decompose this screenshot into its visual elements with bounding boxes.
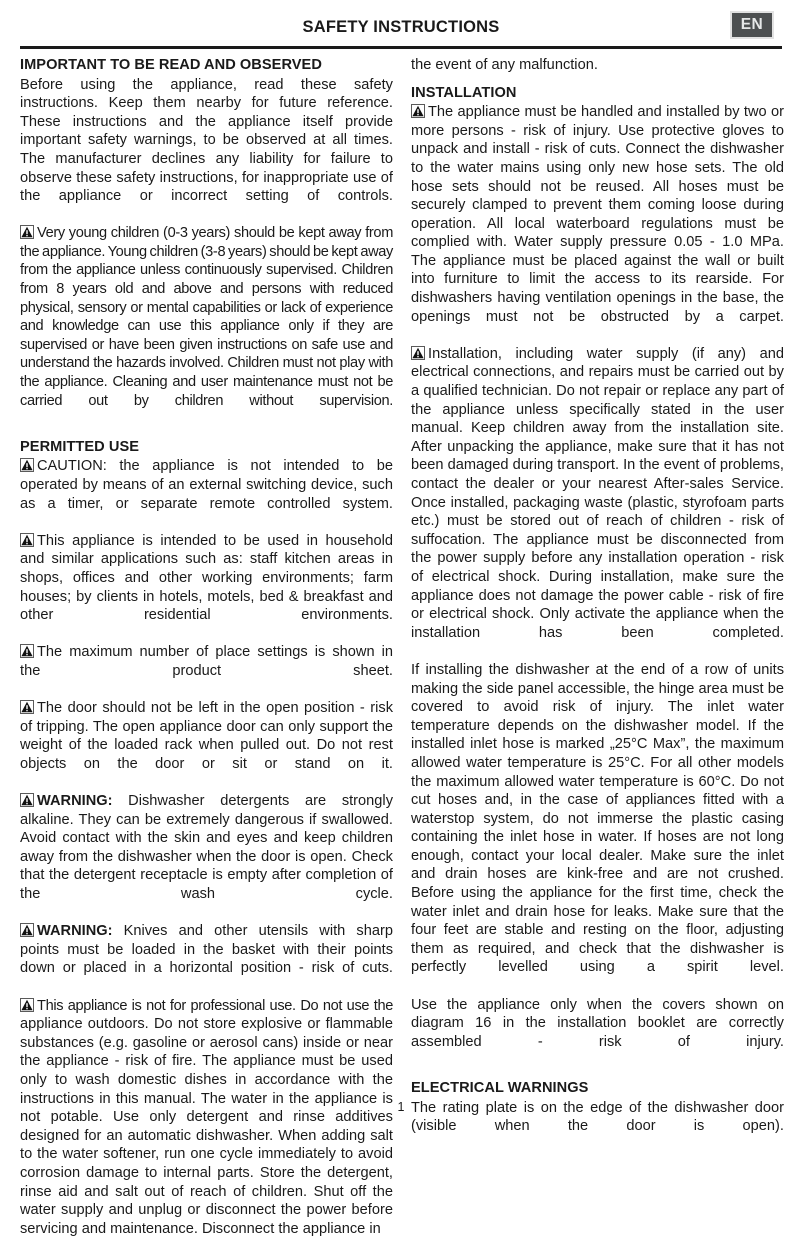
page-header — [20, 0, 782, 46]
right-column — [411, 56, 784, 1154]
warning-triangle-icon — [20, 533, 34, 547]
warning-triangle-icon — [411, 104, 425, 118]
paragraph-text: Very young children (0-3 years) should be kept away from the appliance. Young children (3-8 years) should be kept away from the appliance unless continuously supervised. Children from 8 years old and above and persons with reduced physical, sensory or mental capabilities or lack of experience and knowledge can use this appliance only if they are supervised or have been given instructions on safe use and understand the hazards involved. Children must not play with the appliance. Cleaning and user maintenance must not be carried out by children without supervision. — [20, 225, 393, 409]
paragraph-text: CAUTION: the appliance is not intended to be operated by means of an external switching device, such as a timer, or separate remote controlled system. — [20, 458, 393, 512]
paragraph-malfunction-continued — [411, 56, 784, 75]
paragraph-text: appliance outdoors. Do not store explosive or flammable substances (e.g. gasoline or aerosol cans) inside or near the appliance - risk of fire. The appliance must be used only to wash domestic dishes in accordance with the instructions in this manual. The water in the appliance is not potable. Use only detergent and rinse additives designed for an automatic dishwasher. When adding salt to the water softener, run one cycle immediately to avoid corrosion damage to internal parts. Store the detergent, rinse aid and salt out of reach of children. Shut off the water supply and unplug or disconnect the power before servicing and maintenance. Disconnect the appliance in — [20, 1016, 393, 1237]
section-heading-important: IMPORTANT TO BE READ AND OBSERVED — [20, 57, 322, 73]
warning-triangle-icon — [20, 225, 34, 239]
paragraph-text: Use the appliance only when the covers shown on diagram 16 in the installation booklet are correctly assembled - risk of injury. — [411, 996, 784, 1050]
paragraph-text: Installation, including water supply (if any) and electrical connections, and repairs must be carried out by a qualified technician. Do not repair or replace any part of the appliance unless specifically stated in the user manual. Keep children away from the installation site. After unpacking the appliance, make sure that it has not been damaged during transport. In the event of problems, contact the dealer or your nearest After-sales Service. Once installed, packaging waste (plastic, styrofoam parts etc.) must be stored out of reach of children - risk of suffocation. The appliance must be disconnected from the power supply before any installation operation - risk of electrical shock. During installation, make sure the appliance does not damage the power cable - risk of fire or electrical shock. Only activate the appliance when the installation has been completed. — [411, 345, 784, 641]
paragraph-handling-installation — [411, 103, 784, 345]
header-divider — [20, 46, 782, 49]
language-badge: EN — [730, 11, 774, 39]
page-title: SAFETY INSTRUCTIONS — [302, 18, 500, 36]
warning-label: WARNING: — [37, 793, 113, 810]
paragraph-warning-detergents — [20, 792, 393, 922]
section-heading-electrical-warnings: ELECTRICAL WARNINGS — [411, 1080, 589, 1096]
paragraph-text: Dishwasher detergents are strongly alkaline. They can be extremely dangerous if swallowed. Avoid contact with the skin and eyes and keep children away from the dishwasher when the door is open. Check that the detergent receptacle is empty after completion of the wash cycle. — [20, 793, 393, 902]
page-number: 1 — [397, 1100, 405, 1114]
paragraph-household-use — [20, 532, 393, 644]
paragraph-text: Knives and other utensils with sharp points must be loaded in the basket with their points down or placed in a horizontal position - risk of cuts. — [20, 923, 393, 977]
paragraph-door-open-position — [20, 699, 393, 792]
section-heading-permitted-use: PERMITTED USE — [20, 438, 140, 455]
paragraph-text: The rating plate is on the edge of the dishwasher door (visible when the door is open). — [411, 1099, 784, 1135]
paragraph-not-professional-use — [20, 997, 393, 1238]
left-column — [20, 56, 393, 1238]
warning-triangle-icon — [20, 644, 34, 658]
warning-triangle-icon — [20, 700, 34, 714]
warning-triangle-icon — [20, 793, 34, 807]
warning-triangle-icon — [411, 346, 425, 360]
paragraph-text: Before using the appliance, read these safety instructions. Keep them nearby for future reference. These instructions and the appliance itself provide important safety warnings, to be observed at all times. The manufacturer declines any liability for failure to observe these safety instructions, for inappropriate use of the appliance or incorrect setting of controls. — [20, 76, 393, 205]
paragraph-intro — [20, 76, 393, 225]
paragraph-text: If installing the dishwasher at the end of a row of units making the side panel accessible, the hinge area must be covered to avoid risk of injury. The inlet water temperature depends on the dishwasher model. If the installed inlet hose is marked „25°C Max”, the maximum allowed water temperature is 25°C. For all other models the maximum allowed water temperature is 60°C. Do not cut hoses and, in the case of appliances fitted with a waterstop system, do not immerse the plastic casing containing the inlet hose in water. If hoses are not long enough, contact your local dealer. Make sure the inlet and drain hoses are kink-free and are not crushed. Before using the appliance for the first time, check the water inlet and drain hose for leaks. Make sure that the four feet are stable and resting on the floor, adjusting them as required, and check that the dishwasher is perfectly levelled using a spirit level. — [411, 661, 784, 976]
paragraph-warning-knives — [20, 922, 393, 996]
paragraph-place-settings — [20, 643, 393, 699]
paragraph-text: This appliance is intended to be used in household and similar applications such as: staff kitchen areas in shops, offices and other working environments; farm houses; by clients in hotels, motels, bed & breakfast and other residential environments. — [20, 532, 393, 624]
paragraph-children-warning — [20, 224, 393, 429]
paragraph-text: The appliance must be handled and installed by two or more persons - risk of injury. Use protective gloves to unpack and install - risk of cuts. Connect the dishwasher to the water mains using only new hose sets. The old hose sets should not be reused. All hoses must be securely clamped to prevent them coming loose during operation. All local waterboard regulations must be complied with. Water supply pressure 0.05 - 1.0 MPa. The appliance must be placed against the wall or built into furniture to limit the access to its rearside. For dishwashers having ventilation openings in the base, the openings must not be obstructed by a carpet. — [411, 104, 784, 325]
warning-label: WARNING: — [37, 923, 113, 940]
paragraph-text: The maximum number of place settings is shown in the product sheet. — [20, 644, 393, 679]
warning-triangle-icon — [20, 923, 34, 937]
paragraph-inlet-water-temperature — [411, 661, 784, 996]
paragraph-qualified-technician — [411, 345, 784, 661]
paragraph-caution-switching-device — [20, 457, 393, 531]
paragraph-text: the event of any malfunction. — [411, 57, 598, 73]
paragraph-covers-diagram — [411, 996, 784, 1070]
warning-triangle-icon — [20, 998, 34, 1012]
paragraph-text: The door should not be left in the open position - risk of tripping. The open appliance door can only support the weight of the loaded rack when pulled out. Do not rest objects on the door or sit or stand on it. — [20, 700, 393, 772]
two-column-body — [20, 51, 782, 1238]
section-heading-installation: INSTALLATION — [411, 84, 517, 101]
warning-triangle-icon — [20, 458, 34, 472]
paragraph-text-condensed: This appliance is not for professional use. Do not use the — [37, 997, 393, 1014]
